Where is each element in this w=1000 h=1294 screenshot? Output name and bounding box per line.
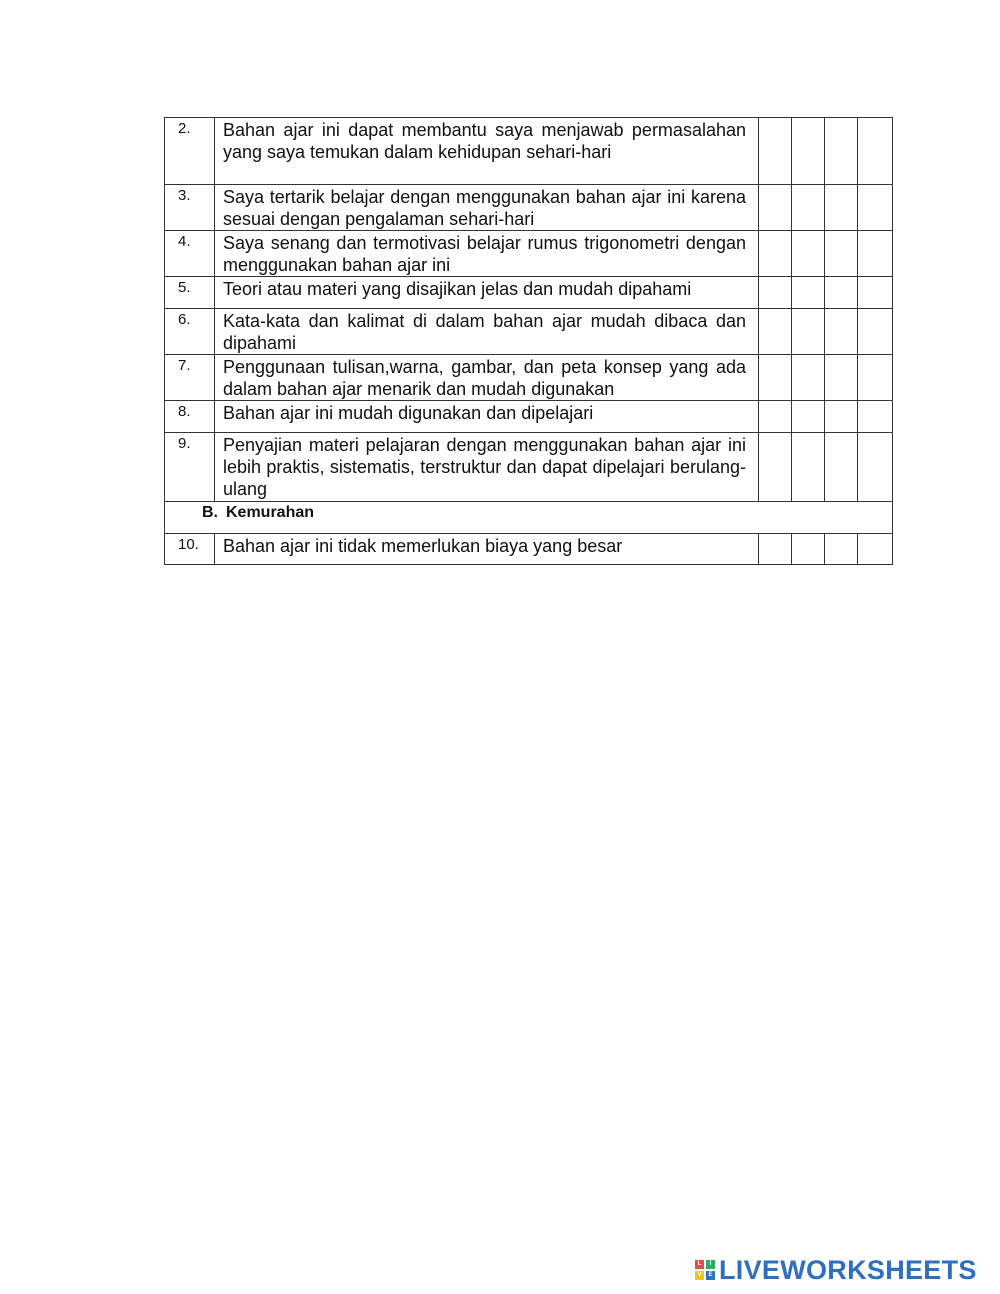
rating-cell[interactable] xyxy=(759,277,792,309)
rating-cell[interactable] xyxy=(825,309,858,355)
rating-cell[interactable] xyxy=(792,401,825,433)
rating-cell[interactable] xyxy=(858,231,893,277)
table-row xyxy=(165,118,893,185)
item-statement: Bahan ajar ini dapat membantu saya menjawab permasalahan yang saya temukan dalam kehidupan sehari-hari xyxy=(215,118,759,185)
logo-mark-cell: L xyxy=(695,1260,704,1269)
item-number: 8. xyxy=(165,401,215,433)
rating-cell[interactable] xyxy=(858,401,893,433)
rating-cell[interactable] xyxy=(792,277,825,309)
rating-cell[interactable] xyxy=(759,185,792,231)
rating-cell[interactable] xyxy=(792,355,825,401)
rating-cell[interactable] xyxy=(792,433,825,502)
section-b-header xyxy=(165,502,893,534)
section-letter: B. xyxy=(202,504,218,521)
item-number: 4. xyxy=(165,231,215,277)
rating-cell[interactable] xyxy=(759,433,792,502)
item-statement: Kata-kata dan kalimat di dalam bahan ajar mudah dibaca dan dipahami xyxy=(215,309,759,355)
item-number: 2. xyxy=(165,118,215,185)
table-row xyxy=(165,309,893,355)
rating-cell[interactable] xyxy=(858,355,893,401)
logo-mark-cell: I xyxy=(706,1260,715,1269)
item-number: 3. xyxy=(165,185,215,231)
rating-cell[interactable] xyxy=(825,401,858,433)
rating-cell[interactable] xyxy=(858,534,893,565)
rating-cell[interactable] xyxy=(858,309,893,355)
item-statement: Teori atau materi yang disajikan jelas dan mudah dipahami xyxy=(215,277,759,309)
rating-cell[interactable] xyxy=(759,118,792,185)
rating-cell[interactable] xyxy=(759,231,792,277)
rating-cell[interactable] xyxy=(825,118,858,185)
rating-cell[interactable] xyxy=(858,118,893,185)
section-b-rows xyxy=(165,534,893,565)
liveworksheets-logo xyxy=(695,1256,977,1284)
item-statement: Penggunaan tulisan,warna, gambar, dan peta konsep yang ada dalam bahan ajar menarik dan mudah digunakan xyxy=(215,355,759,401)
item-number: 10. xyxy=(165,534,215,565)
table-row xyxy=(165,534,893,565)
table-row xyxy=(165,433,893,502)
rating-cell[interactable] xyxy=(792,231,825,277)
rating-cell[interactable] xyxy=(792,534,825,565)
item-number: 5. xyxy=(165,277,215,309)
item-number: 9. xyxy=(165,433,215,502)
table-row xyxy=(165,231,893,277)
item-statement: Saya senang dan termotivasi belajar rumus trigonometri dengan menggunakan bahan ajar ini xyxy=(215,231,759,277)
questionnaire-table xyxy=(164,117,893,565)
item-statement: Saya tertarik belajar dengan menggunakan bahan ajar ini karena sesuai dengan pengalaman sehari-hari xyxy=(215,185,759,231)
logo-mark-cell: E xyxy=(706,1271,715,1280)
rating-cell[interactable] xyxy=(825,534,858,565)
rating-cell[interactable] xyxy=(825,231,858,277)
rating-cell[interactable] xyxy=(858,185,893,231)
section-title: Kemurahan xyxy=(226,504,315,521)
section-a-rows xyxy=(165,118,893,502)
table-row xyxy=(165,401,893,433)
rating-cell[interactable] xyxy=(858,433,893,502)
logo-mark-icon xyxy=(695,1260,715,1280)
rating-cell[interactable] xyxy=(759,355,792,401)
rating-cell[interactable] xyxy=(759,309,792,355)
rating-cell[interactable] xyxy=(759,401,792,433)
item-number: 7. xyxy=(165,355,215,401)
rating-cell[interactable] xyxy=(858,277,893,309)
table-row xyxy=(165,355,893,401)
rating-cell[interactable] xyxy=(792,118,825,185)
table-row xyxy=(165,277,893,309)
rating-cell[interactable] xyxy=(792,309,825,355)
rating-cell[interactable] xyxy=(825,355,858,401)
item-statement: Penyajian materi pelajaran dengan menggunakan bahan ajar ini lebih praktis, sistematis, terstruktur dan dapat dipelajari berulang-ulang xyxy=(215,433,759,502)
logo-mark-cell: V xyxy=(695,1271,704,1280)
rating-cell[interactable] xyxy=(825,277,858,309)
item-number: 6. xyxy=(165,309,215,355)
rating-cell[interactable] xyxy=(825,185,858,231)
table-row xyxy=(165,185,893,231)
rating-cell[interactable] xyxy=(792,185,825,231)
logo-text: LIVEWORKSHEETS xyxy=(719,1254,977,1285)
item-statement: Bahan ajar ini tidak memerlukan biaya yang besar xyxy=(215,534,759,565)
rating-cell[interactable] xyxy=(825,433,858,502)
item-statement: Bahan ajar ini mudah digunakan dan dipelajari xyxy=(215,401,759,433)
rating-cell[interactable] xyxy=(759,534,792,565)
